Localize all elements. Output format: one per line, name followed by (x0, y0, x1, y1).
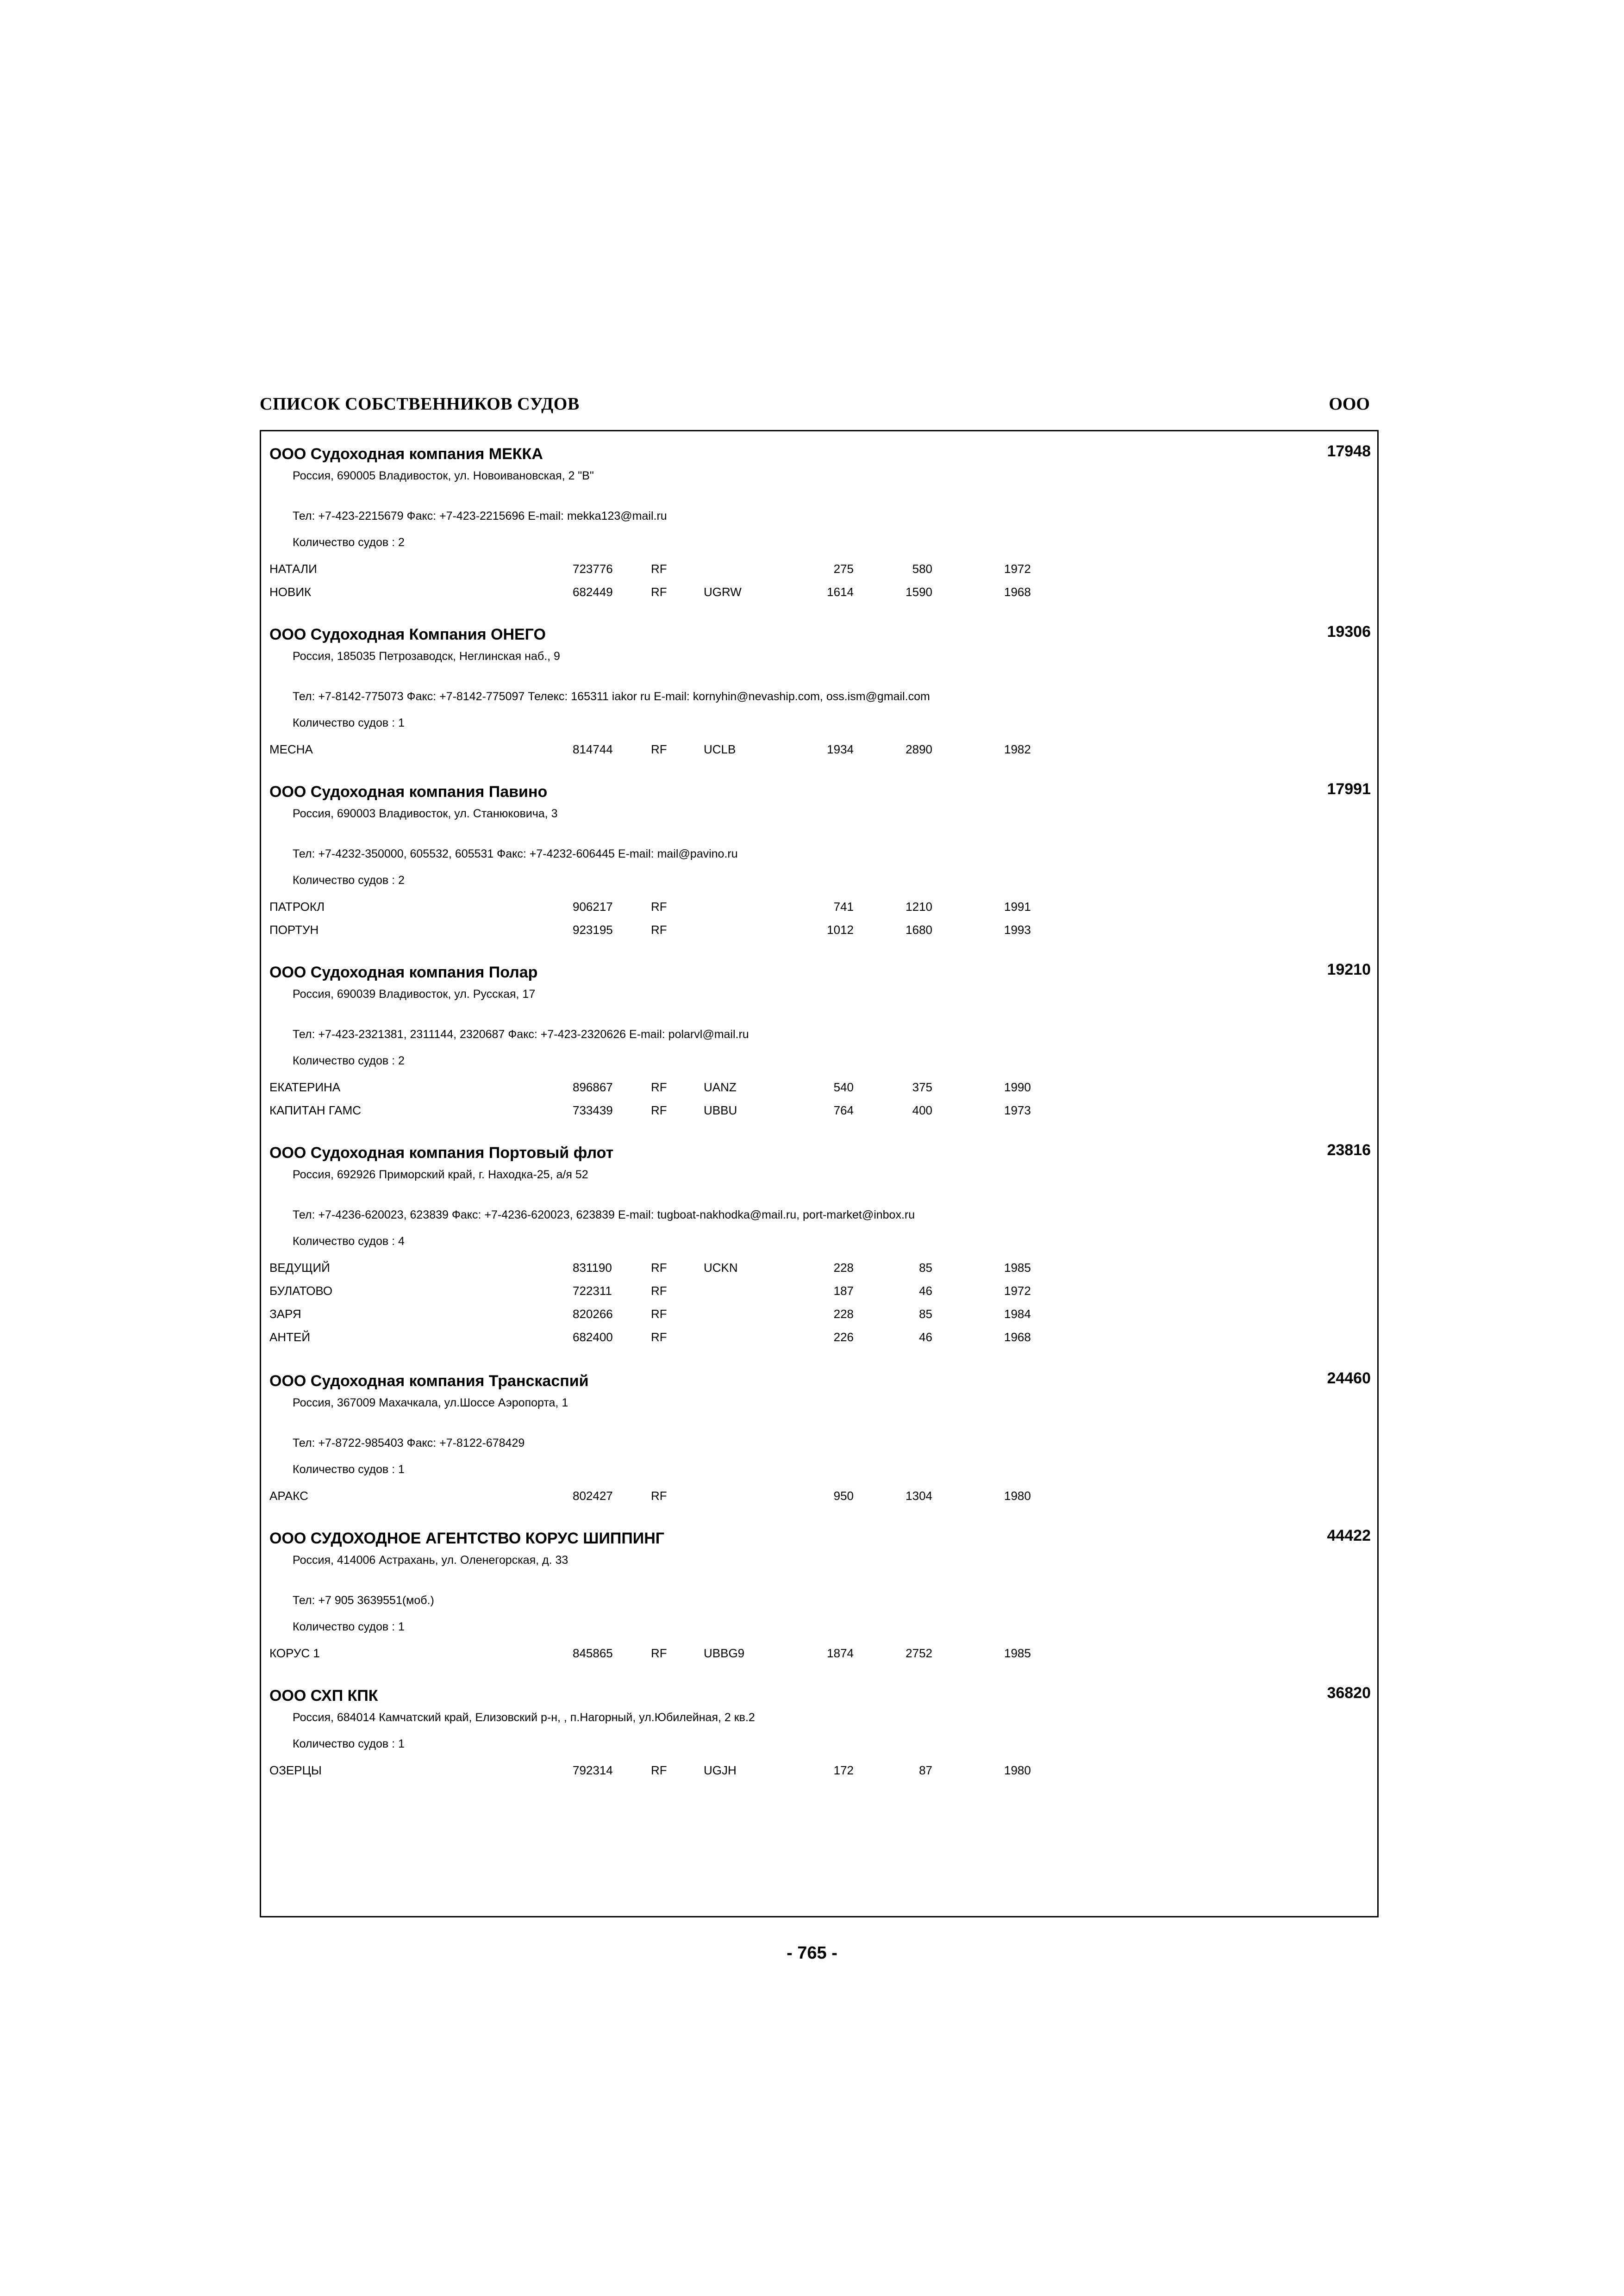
vessel-row (261, 1307, 1377, 1322)
vessel-callsign: UANZ (704, 1080, 737, 1094)
vessel-year: 1980 (1004, 1489, 1031, 1503)
company-id: 44422 (1327, 1527, 1371, 1544)
company-id: 36820 (1327, 1684, 1371, 1702)
company-id: 17991 (1327, 780, 1371, 798)
company-name: ООО Судоходная компания МЕККА (269, 445, 543, 463)
vessel-callsign: UBBG9 (704, 1646, 745, 1660)
vessel-flag: RF (651, 1284, 667, 1298)
vessel-deadweight: 2752 (906, 1646, 932, 1660)
vessel-name: НАТАЛИ (269, 562, 317, 576)
company-name: ООО Судоходная компания Транскаспий (269, 1372, 589, 1390)
page-title: СПИСОК СОБСТВЕННИКОВ СУДОВ (260, 394, 580, 414)
vessel-row (261, 900, 1377, 915)
vessel-number: 845865 (573, 1646, 613, 1660)
vessel-deadweight: 1590 (906, 585, 932, 599)
vessel-year: 1990 (1004, 1080, 1031, 1094)
vessel-year: 1972 (1004, 562, 1031, 576)
vessel-count: Количество судов : 2 (293, 536, 405, 549)
vessel-number: 923195 (573, 923, 613, 937)
vessel-year: 1985 (1004, 1261, 1031, 1275)
vessel-flag: RF (651, 742, 667, 756)
vessel-name: КАПИТАН ГАМС (269, 1103, 362, 1117)
vessel-name: ЗАРЯ (269, 1307, 301, 1321)
vessel-flag: RF (651, 1080, 667, 1094)
vessel-year: 1982 (1004, 742, 1031, 756)
vessel-row (261, 1489, 1377, 1504)
vessel-name: МЕСНА (269, 742, 313, 756)
vessel-row (261, 562, 1377, 577)
vessel-count: Количество судов : 1 (293, 1620, 405, 1633)
company-name: ООО СХП КПК (269, 1687, 378, 1705)
company-contacts: Тел: +7-8142-775073 Факс: +7-8142-775097 Телекс: 165311 iakor ru E-mail: kornyhin@nevaship.com, oss.ism@gmail.com (293, 690, 930, 703)
vessel-count: Количество судов : 2 (293, 874, 405, 887)
vessel-name: ЕКАТЕРИНА (269, 1080, 341, 1094)
vessel-flag: RF (651, 562, 667, 576)
vessel-count: Количество судов : 2 (293, 1054, 405, 1067)
vessel-year: 1968 (1004, 1330, 1031, 1344)
vessel-deadweight: 1680 (906, 923, 932, 937)
company-contacts: Тел: +7-423-2215679 Факс: +7-423-2215696 E-mail: mekka123@mail.ru (293, 510, 667, 523)
vessel-gross-tonnage: 1934 (827, 742, 854, 756)
company-contacts: Тел: +7-8722-985403 Факс: +7-8122-678429 (293, 1437, 525, 1450)
vessel-deadweight: 580 (912, 562, 932, 576)
vessel-count: Количество судов : 1 (293, 716, 405, 729)
vessel-row (261, 1284, 1377, 1299)
vessel-name: АНТЕЙ (269, 1330, 311, 1344)
vessel-number: 733439 (573, 1103, 613, 1117)
vessel-number: 792314 (573, 1763, 613, 1777)
vessel-deadweight: 1304 (906, 1489, 932, 1503)
vessel-deadweight: 85 (919, 1307, 932, 1321)
vessel-year: 1991 (1004, 900, 1031, 914)
vessel-callsign: UCLB (704, 742, 736, 756)
company-address: Россия, 690039 Владивосток, ул. Русская, 17 (293, 988, 536, 1001)
vessel-year: 1968 (1004, 585, 1031, 599)
vessel-name: ОЗЕРЦЫ (269, 1763, 322, 1777)
vessel-deadweight: 87 (919, 1763, 932, 1777)
vessel-gross-tonnage: 764 (833, 1103, 854, 1117)
vessel-number: 896867 (573, 1080, 613, 1094)
company-contacts: Тел: +7-4236-620023, 623839 Факс: +7-4236-620023, 623839 E-mail: tugboat-nakhodka@mail.ru, port-market@inbox.ru (293, 1208, 915, 1221)
vessel-year: 1973 (1004, 1103, 1031, 1117)
vessel-deadweight: 1210 (906, 900, 932, 914)
company-id: 19210 (1327, 961, 1371, 978)
vessel-flag: RF (651, 1261, 667, 1275)
vessel-gross-tonnage: 228 (833, 1307, 854, 1321)
vessel-row (261, 585, 1377, 600)
company-id: 19306 (1327, 623, 1371, 641)
vessel-flag: RF (651, 1330, 667, 1344)
vessel-row (261, 1763, 1377, 1778)
company-name: ООО Судоходная компания Полар (269, 964, 538, 981)
vessel-row (261, 1261, 1377, 1276)
vessel-row (261, 742, 1377, 757)
company-id: 24460 (1327, 1369, 1371, 1387)
company-address: Россия, 185035 Петрозаводск, Неглинская наб., 9 (293, 650, 560, 663)
vessel-gross-tonnage: 228 (833, 1261, 854, 1275)
company-id: 17948 (1327, 442, 1371, 460)
page-number: - 765 - (787, 1943, 837, 1963)
vessel-name: БУЛАТОВО (269, 1284, 333, 1298)
vessel-row (261, 1646, 1377, 1661)
vessel-number: 831190 (573, 1261, 612, 1275)
company-name: ООО Судоходная компания Портовый флот (269, 1144, 614, 1162)
vessel-count: Количество судов : 1 (293, 1463, 405, 1476)
company-address: Россия, 414006 Астрахань, ул. Оленегорская, д. 33 (293, 1554, 568, 1567)
vessel-year: 1980 (1004, 1763, 1031, 1777)
vessel-count: Количество судов : 4 (293, 1235, 405, 1248)
company-address: Россия, 690003 Владивосток, ул. Станюковича, 3 (293, 807, 558, 820)
vessel-deadweight: 2890 (906, 742, 932, 756)
vessel-gross-tonnage: 226 (833, 1330, 854, 1344)
vessel-flag: RF (651, 923, 667, 937)
vessel-name: НОВИК (269, 585, 312, 599)
vessel-flag: RF (651, 1307, 667, 1321)
company-name: ООО Судоходная Компания ОНЕГО (269, 626, 546, 643)
vessel-name: АРАКС (269, 1489, 308, 1503)
vessel-gross-tonnage: 1614 (827, 585, 854, 599)
vessel-deadweight: 85 (919, 1261, 932, 1275)
vessel-year: 1984 (1004, 1307, 1031, 1321)
vessel-gross-tonnage: 172 (833, 1763, 854, 1777)
vessel-flag: RF (651, 1103, 667, 1117)
vessel-name: ВЕДУЩИЙ (269, 1261, 330, 1275)
vessel-callsign: UGJH (704, 1763, 737, 1777)
company-address: Россия, 684014 Камчатский край, Елизовский р-н, , п.Нагорный, ул.Юбилейная, 2 кв.2 (293, 1711, 755, 1724)
vessel-deadweight: 400 (912, 1103, 932, 1117)
vessel-gross-tonnage: 1012 (827, 923, 854, 937)
page-header (260, 394, 1370, 414)
vessel-number: 682449 (573, 585, 613, 599)
vessel-row (261, 1080, 1377, 1095)
vessel-number: 723776 (573, 562, 613, 576)
vessel-gross-tonnage: 741 (833, 900, 854, 914)
vessel-year: 1985 (1004, 1646, 1031, 1660)
vessel-name: ПАТРОКЛ (269, 900, 325, 914)
vessel-deadweight: 375 (912, 1080, 932, 1094)
company-contacts: Тел: +7-423-2321381, 2311144, 2320687 Факс: +7-423-2320626 E-mail: polarvl@mail.ru (293, 1028, 749, 1041)
vessel-number: 722311 (573, 1284, 612, 1298)
section-code: ООО (1329, 394, 1370, 414)
vessel-row (261, 1103, 1377, 1118)
vessel-gross-tonnage: 1874 (827, 1646, 854, 1660)
company-name: ООО Судоходная компания Павино (269, 783, 548, 801)
company-id: 23816 (1327, 1141, 1371, 1159)
vessel-deadweight: 46 (919, 1284, 932, 1298)
vessel-number: 820266 (573, 1307, 613, 1321)
vessel-count: Количество судов : 1 (293, 1737, 405, 1750)
vessel-callsign: UBBU (704, 1103, 737, 1117)
vessel-flag: RF (651, 1763, 667, 1777)
vessel-gross-tonnage: 950 (833, 1489, 854, 1503)
vessel-deadweight: 46 (919, 1330, 932, 1344)
vessel-flag: RF (651, 900, 667, 914)
vessel-row (261, 1330, 1377, 1345)
vessel-callsign: UGRW (704, 585, 742, 599)
vessel-gross-tonnage: 540 (833, 1080, 854, 1094)
vessel-flag: RF (651, 585, 667, 599)
vessel-gross-tonnage: 187 (833, 1284, 854, 1298)
vessel-number: 814744 (573, 742, 613, 756)
vessel-number: 802427 (573, 1489, 613, 1503)
vessel-number: 682400 (573, 1330, 613, 1344)
company-address: Россия, 692926 Приморский край, г. Находка-25, а/я 52 (293, 1168, 588, 1181)
company-contacts: Тел: +7-4232-350000, 605532, 605531 Факс: +7-4232-606445 E-mail: mail@pavino.ru (293, 847, 738, 860)
vessel-number: 906217 (573, 900, 613, 914)
vessel-row (261, 923, 1377, 938)
vessel-callsign: UCKN (704, 1261, 738, 1275)
vessel-year: 1972 (1004, 1284, 1031, 1298)
registry-frame (260, 430, 1379, 1917)
company-address: Россия, 367009 Махачкала, ул.Шоссе Аэропорта, 1 (293, 1396, 568, 1409)
vessel-flag: RF (651, 1646, 667, 1660)
vessel-name: ПОРТУН (269, 923, 319, 937)
company-address: Россия, 690005 Владивосток, ул. Новоивановская, 2 "В" (293, 469, 594, 482)
vessel-flag: RF (651, 1489, 667, 1503)
company-name: ООО СУДОХОДНОЕ АГЕНТСТВО КОРУС ШИППИНГ (269, 1530, 665, 1547)
vessel-gross-tonnage: 275 (833, 562, 854, 576)
company-contacts: Тел: +7 905 3639551(моб.) (293, 1594, 434, 1607)
vessel-name: КОРУС 1 (269, 1646, 320, 1660)
vessel-year: 1993 (1004, 923, 1031, 937)
